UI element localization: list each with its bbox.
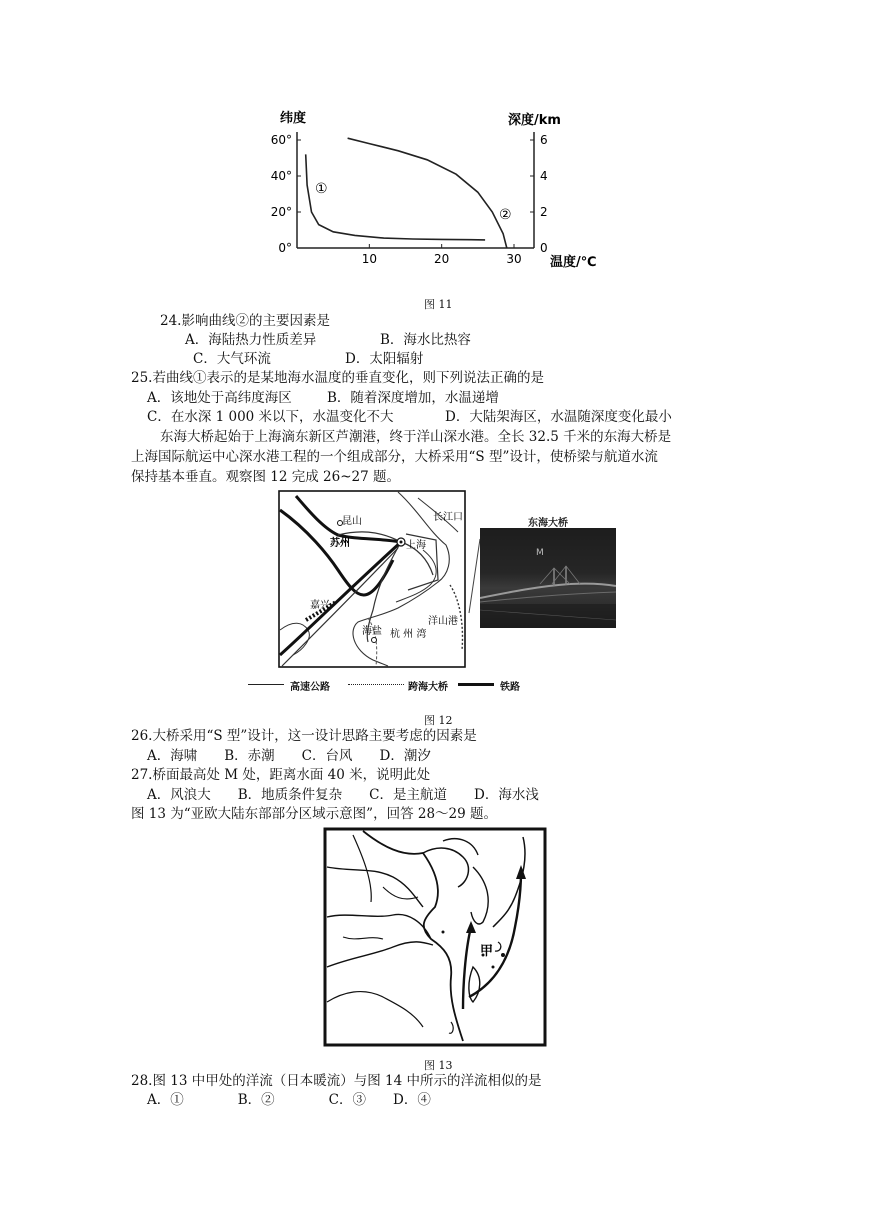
curve-2-label: ② xyxy=(499,207,512,223)
depth-tick-label: 2 xyxy=(540,205,548,219)
passage-line-1: 东海大桥起始于上海滴东新区芦潮港，终于洋山深水港。全长 32.5 千米的东海大桥是 xyxy=(160,429,672,445)
q26-options: A．海啸 B．赤潮 C．台风 D．潮汐 xyxy=(147,748,431,764)
curve-1-label: ① xyxy=(315,181,328,197)
figure-12-caption: 图 12 xyxy=(424,714,453,727)
lat-tick-label: 20° xyxy=(270,205,292,219)
q26-stem: 26.大桥采用“S 型”设计，这一设计思路主要考虑的因素是 xyxy=(131,728,477,744)
q24-option-b: B．海水比热容 xyxy=(380,332,471,348)
q25-option-d: D．大陆架海区，水温随深度变化最小 xyxy=(445,409,672,425)
q24-option-a: A．海陆热力性质差异 xyxy=(185,332,317,348)
temp-tick-label: 20 xyxy=(434,252,450,266)
temp-tick-label: 10 xyxy=(361,252,377,266)
figure-13-map xyxy=(323,827,547,1049)
label-kunshan: 昆山 xyxy=(342,516,362,527)
legend-bridge-line xyxy=(348,684,404,685)
bridge-photo-title: 东海大桥 xyxy=(528,518,568,529)
q25-option-b: B．随着深度增加，水温递增 xyxy=(327,390,499,406)
q28-stem: 28.图 13 中甲处的洋流（日本暖流）与图 14 中所示的洋流相似的是 xyxy=(131,1073,542,1089)
q25-option-c: C．在水深 1 000 米以下，水温变化不大 xyxy=(147,409,394,425)
label-yangshangang: 洋山港 xyxy=(428,616,458,627)
figure-12-legend xyxy=(248,678,588,692)
legend-highway-label: 高速公路 xyxy=(290,682,330,693)
q27-stem: 27.桥面最高处 M 处，距离水面 40 米，说明此处 xyxy=(131,767,431,783)
q24-option-c: C．大气环流 xyxy=(193,351,271,367)
y-right-axis-label: 深度/km xyxy=(508,113,561,128)
label-suzhou: 苏州 xyxy=(330,538,350,549)
label-haiyan: 海盐 xyxy=(362,626,382,637)
q27-options: A．风浪大 B．地质条件复杂 C．是主航道 D．海水浅 xyxy=(147,787,539,803)
legend-railway-line xyxy=(458,683,494,686)
legend-bridge-label: 跨海大桥 xyxy=(408,682,448,693)
bridge-photo xyxy=(480,518,616,628)
curve-2-line xyxy=(348,138,507,248)
passage-line-2: 上海国际航运中心深水港工程的一个组成部分，大桥采用“S 型”设计，使桥梁与航道水流 xyxy=(131,449,658,465)
lat-tick-label: 0° xyxy=(278,241,292,255)
depth-tick-label: 4 xyxy=(540,169,548,183)
figure-11-chart xyxy=(250,100,620,280)
x-axis-label: 温度/℃ xyxy=(550,255,597,270)
label-jiaxing: 嘉兴 xyxy=(310,600,330,611)
label-shanghai: 上海 xyxy=(406,540,426,551)
q28-options: A．① B．② C．③ D．④ xyxy=(147,1092,431,1108)
q28-29-intro: 图 13 为“亚欧大陆东部部分区域示意图”，回答 28～29 题。 xyxy=(131,806,498,822)
label-changjiangkou: 长江口 xyxy=(433,512,463,523)
q25-option-a: A．该地处于高纬度海区 xyxy=(147,390,292,406)
bridge-marker-m: M xyxy=(536,548,544,558)
depth-tick-label: 0 xyxy=(540,241,548,255)
figure-12-map xyxy=(278,490,478,670)
lat-tick-label: 40° xyxy=(270,169,292,183)
legend-highway-line xyxy=(248,684,284,685)
figure-13-caption: 图 13 xyxy=(424,1059,453,1072)
passage-line-3: 保持基本垂直。观察图 12 完成 26~27 题。 xyxy=(131,469,401,485)
curve-1-line xyxy=(306,154,485,240)
depth-tick-label: 6 xyxy=(540,133,548,147)
figure-11-caption: 图 11 xyxy=(424,298,453,311)
q24-stem: 24.影响曲线②的主要因素是 xyxy=(160,313,330,329)
y-left-axis-label: 纬度 xyxy=(280,111,307,126)
q24-option-d: D．太阳辐射 xyxy=(345,351,424,367)
label-jia: 甲 xyxy=(480,944,494,959)
label-hangzhouwan: 杭 州 湾 xyxy=(390,629,427,640)
temp-tick-label: 30 xyxy=(506,252,522,266)
lat-tick-label: 60° xyxy=(270,133,292,147)
legend-railway-label: 铁路 xyxy=(500,682,520,693)
q25-stem: 25.若曲线①表示的是某地海水温度的垂直变化，则下列说法正确的是 xyxy=(131,370,544,386)
